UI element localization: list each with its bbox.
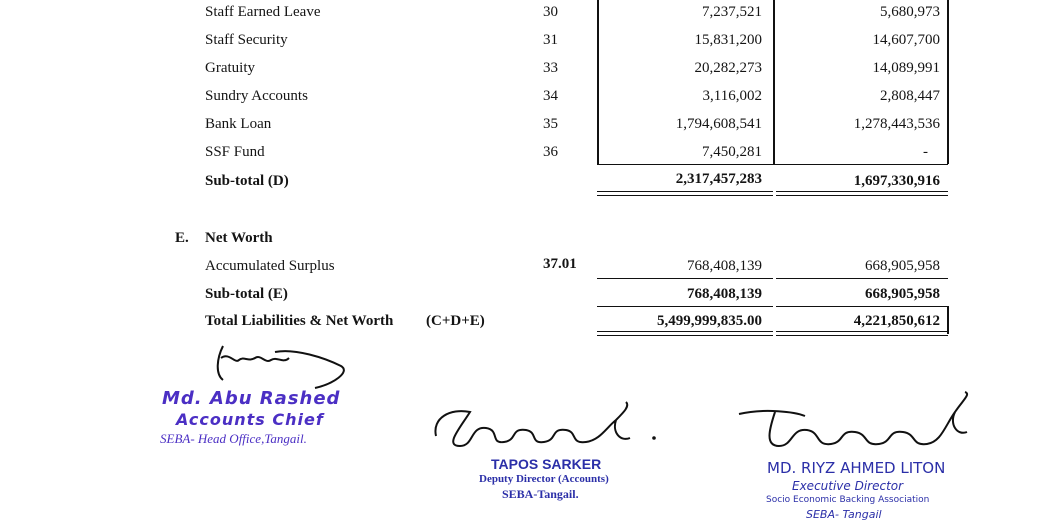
row-previous-value: 668,905,958 (865, 258, 940, 274)
subtotal-e-current: 768,408,139 (687, 286, 762, 302)
row-previous-value: - (923, 144, 928, 160)
deputy-director-name: TAPOS SARKER (491, 456, 602, 472)
row-previous-value: 14,607,700 (872, 32, 940, 48)
total-label: Total Liabilities & Net Worth (205, 313, 394, 329)
row-label: Staff Earned Leave (205, 4, 321, 20)
row-note: 33 (543, 60, 558, 76)
accounts-chief-office: SEBA- Head Office,Tangail. (160, 431, 307, 446)
total-double-rule (776, 331, 948, 336)
total-previous: 4,221,850,612 (853, 313, 940, 329)
row-label: Bank Loan (205, 116, 272, 132)
subtotal-e-label: Sub-total (E) (205, 286, 288, 302)
section-e-title: Net Worth (205, 230, 273, 246)
row-previous-value: 2,808,447 (880, 88, 940, 104)
row-previous-value: 5,680,973 (880, 4, 940, 20)
section-e-letter: E. (175, 230, 189, 246)
executive-director-org: Socio Economic Backing Association (766, 495, 930, 505)
row-note: 36 (543, 144, 558, 160)
row-current-value: 20,282,273 (694, 60, 762, 76)
row-current-value: 7,237,521 (702, 4, 762, 20)
total-right-border (947, 306, 949, 334)
row-label: Staff Security (205, 32, 288, 48)
subtotal-d-double-rule (776, 191, 948, 196)
row-label: Sundry Accounts (205, 88, 308, 104)
executive-director-office: SEBA- Tangail (806, 508, 882, 521)
signature-scribble (430, 398, 665, 456)
block-bottom-rule (597, 164, 948, 165)
row-note: 34 (543, 88, 558, 104)
row-rule (597, 278, 773, 279)
subtotal-d-label: Sub-total (D) (205, 173, 289, 189)
row-current-value: 1,794,608,541 (675, 116, 762, 132)
accounts-chief-title: Accounts Chief (176, 410, 324, 429)
column-border-left (597, 0, 599, 164)
row-note: 37.01 (543, 256, 577, 272)
row-current-value: 7,450,281 (702, 144, 762, 160)
subtotal-e-previous: 668,905,958 (865, 286, 940, 302)
row-note: 30 (543, 4, 558, 20)
row-previous-value: 1,278,443,536 (853, 116, 940, 132)
executive-director-name: MD. RIYZ AHMED LITON (767, 459, 946, 477)
row-current-value: 15,831,200 (694, 32, 762, 48)
row-label: SSF Fund (205, 144, 265, 160)
column-border-middle (773, 0, 775, 164)
row-note: 35 (543, 116, 558, 132)
row-current-value: 3,116,002 (702, 88, 762, 104)
column-border-right (947, 0, 949, 164)
row-previous-value: 14,089,991 (872, 60, 940, 76)
subtotal-d-double-rule (597, 191, 773, 196)
row-label: Accumulated Surplus (205, 258, 335, 274)
total-formula: (C+D+E) (426, 313, 485, 329)
row-rule (776, 278, 948, 279)
subtotal-d-previous: 1,697,330,916 (853, 173, 940, 189)
deputy-director-title: Deputy Director (Accounts) (479, 473, 609, 485)
total-double-rule (597, 331, 773, 336)
accounts-chief-name: Md. Abu Rashed (162, 388, 341, 409)
subtotal-e-rule (597, 306, 773, 307)
subtotal-e-rule (776, 306, 948, 307)
total-current: 5,499,999,835.00 (657, 313, 762, 329)
deputy-director-office: SEBA-Tangail. (502, 487, 579, 501)
executive-director-title: Executive Director (792, 479, 904, 493)
row-current-value: 768,408,139 (687, 258, 762, 274)
signature-scribble (735, 390, 975, 460)
subtotal-d-current: 2,317,457,283 (675, 171, 762, 187)
row-label: Gratuity (205, 60, 255, 76)
row-note: 31 (543, 32, 558, 48)
